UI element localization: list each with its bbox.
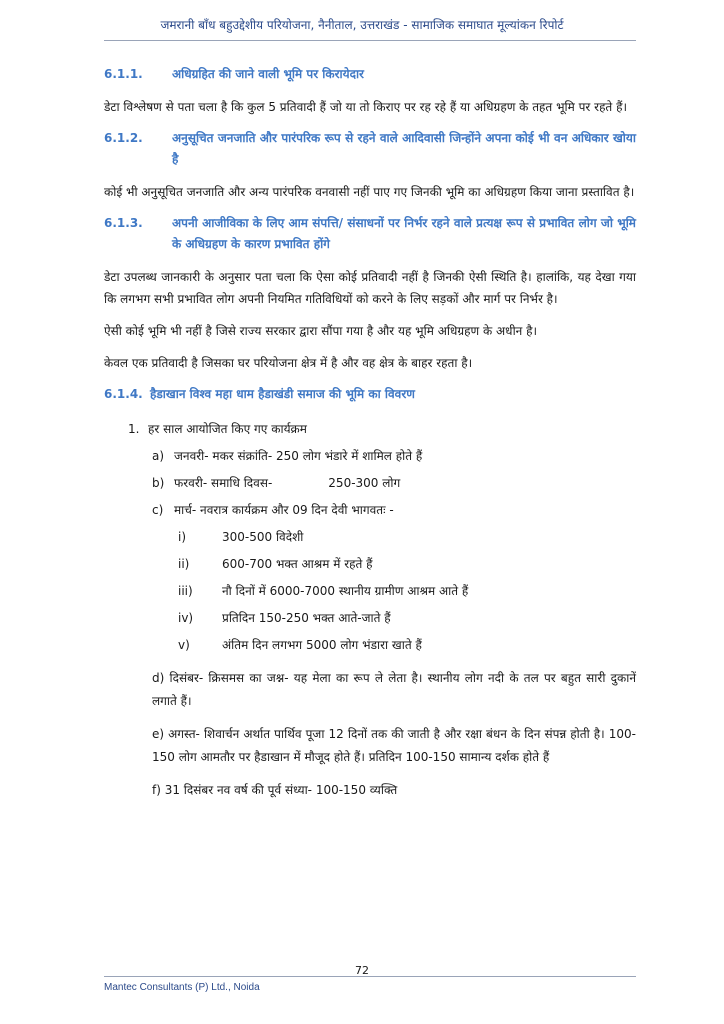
section-title: अपनी आजीविका के लिए आम संपत्ति/ संसाधनों पर निर्भर रहने वाले प्रत्यक्ष रूप से प्रभावित लोग जो भूमि के अधिग्रहण के कारण प्रभावित होंगे: [172, 216, 636, 251]
list-item-text: नौ दिनों में 6000-7000 स्थानीय ग्रामीण आश्रम आते हैं: [222, 584, 469, 598]
list-item: [178, 551, 636, 578]
section-title: अनुसूचित जनजाति और पारंपरिक रूप से रहने वाले आदिवासी जिन्होंने अपना कोई भी वन अधिकार खोया है: [172, 131, 636, 166]
list-item: [178, 632, 636, 659]
section-number: 6.1.4.: [104, 387, 143, 401]
heading-6-1-4: [104, 384, 636, 405]
section-title: हैडाखान विश्व महा धाम हैडाखंडी समाज की भूमि का विवरण: [150, 387, 415, 401]
running-header: जमरानी बाँध बहुउद्देशीय परियोजना, नैनीताल, उत्तराखंड - सामाजिक समाघात मूल्यांकन रिपोर्ट: [160, 18, 564, 32]
list-item-text: 600-700 भक्त आश्रम में रहते हैं: [222, 557, 373, 571]
monthly-events-list: [152, 443, 636, 802]
section-number: 6.1.2.: [104, 131, 143, 145]
list-item-text: प्रतिदिन 150-250 भक्त आते-जाते हैं: [222, 611, 391, 625]
paragraph-6-1-1: डेटा विश्लेषण से पता चला है कि कुल 5 प्रतिवादी हैं जो या तो किराए पर रह रहे हैं या अधिग्रहण के तहत भूमि पर रहते हैं।: [104, 100, 628, 114]
list-item-text: फरवरी- समाधि दिवस-: [174, 476, 273, 490]
list-marker: i): [178, 530, 187, 544]
list-item-december: d) दिसंबर- क्रिसमस का जश्न- यह मेला का रूप ले लेता है। स्थानीय लोग नदी के तल पर बहुत सारी दुकानें लगाते हैं।: [152, 671, 636, 708]
heading-6-1-1: [104, 64, 636, 85]
list-marker: v): [178, 638, 190, 652]
paragraph-6-1-3-a: डेटा उपलब्ध जानकारी के अनुसार पता चला कि ऐसा कोई प्रतिवादी नहीं है जिनकी ऐसी स्थिति है। हालांकि, यह देखा गया कि लगभग सभी प्रभावित लोग अपनी नियमित गतिविधियों को करने के लिए सड़कों और मार्ग पर निर्भर है।: [104, 270, 636, 306]
paragraph-6-1-3-b: ऐसी कोई भूमि भी नहीं है जिसे राज्य सरकार द्वारा सौंपा गया है और यह भूमि अधिग्रहण के अधीन है।: [104, 324, 538, 338]
navratra-details-list: [178, 524, 636, 659]
paragraph-6-1-3-c: केवल एक प्रतिवादी है जिसका घर परियोजना क्षेत्र में है और वह क्षेत्र के बाहर रहता है।: [104, 356, 473, 370]
page-number: 72: [355, 964, 369, 977]
list-item: [178, 524, 636, 551]
list-item: [178, 578, 636, 605]
list-marker: b): [152, 476, 165, 490]
list-marker: a): [152, 449, 165, 463]
section-number: 6.1.3.: [104, 216, 143, 230]
page-content: [104, 64, 636, 812]
section-number: 6.1.1.: [104, 67, 143, 81]
list-marker: ii): [178, 557, 190, 571]
list-item-text: 300-500 विदेशी: [222, 530, 304, 544]
list-item-new-year-eve: f) 31 दिसंबर नव वर्ष की पूर्व संध्या- 100-150 व्यक्ति: [152, 783, 398, 797]
list-marker: 1.: [128, 422, 140, 436]
list-marker: iii): [178, 584, 193, 598]
list-item-value: 250-300 लोग: [328, 476, 401, 490]
heading-6-1-3: [104, 213, 636, 255]
list-item-text: जनवरी- मकर संक्रांति- 250 लोग भंडारे में शामिल होते हैं: [174, 449, 423, 463]
section-title: अधिग्रहित की जाने वाली भूमि पर किरायेदार: [172, 67, 364, 81]
list-item: [128, 416, 636, 443]
list-marker: c): [152, 503, 164, 517]
header-divider: [104, 40, 636, 41]
footer-divider: [104, 976, 636, 977]
list-item-august: e) अगस्त- शिवार्चन अर्थात पार्थिव पूजा 12 दिनों तक की जाती है और रक्षा बंधन के दिन संपन्न होती है। 100-150 लोग आमतौर पर हैडाखान में मौजूद होते हैं। प्रतिदिन 100-150 सामान्य दर्शक होते हैं: [152, 727, 636, 764]
list-item: [152, 470, 636, 497]
heading-6-1-2: [104, 128, 636, 170]
list-marker: iv): [178, 611, 194, 625]
list-item: [178, 605, 636, 632]
paragraph-6-1-2: कोई भी अनुसूचित जनजाति और अन्य पारंपरिक वनवासी नहीं पाए गए जिनकी भूमि का अधिग्रहण किया जाना प्रस्तावित है।: [104, 185, 635, 199]
list-item-text: मार्च- नवरात्र कार्यक्रम और 09 दिन देवी भागवतः -: [174, 503, 394, 517]
events-list: [128, 416, 636, 802]
list-item-text: हर साल आयोजित किए गए कार्यक्रम: [148, 422, 307, 436]
list-item: [152, 443, 636, 470]
list-item: [152, 497, 636, 524]
list-item-text: अंतिम दिन लगभग 5000 लोग भंडारा खाते हैं: [222, 638, 422, 652]
company-footer: Mantec Consultants (P) Ltd., Noida: [104, 982, 260, 993]
